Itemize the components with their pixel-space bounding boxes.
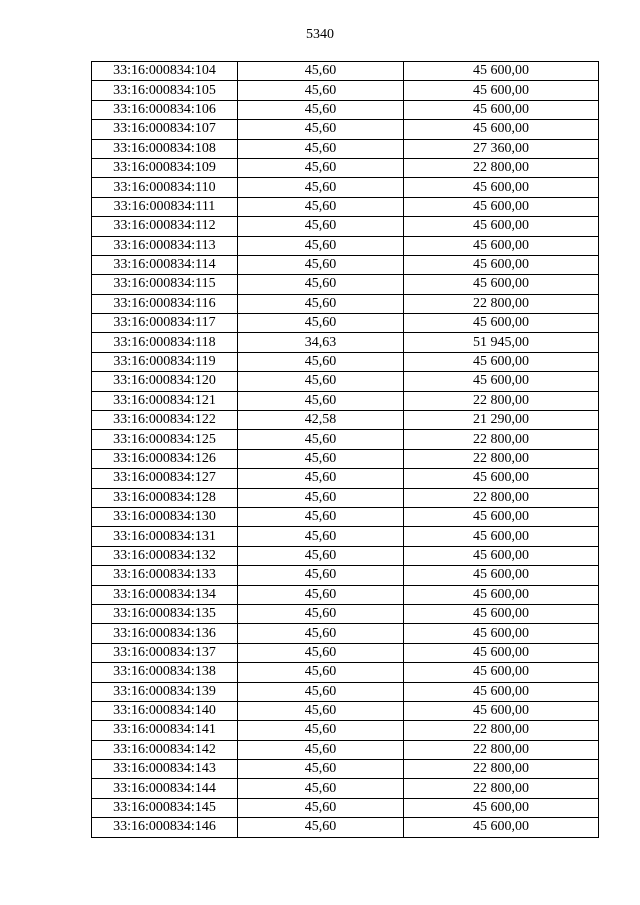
- cadastral-number-cell: 33:16:000834:138: [92, 663, 238, 682]
- area-cell: 45,60: [238, 158, 404, 177]
- area-cell: 45,60: [238, 682, 404, 701]
- cadastral-number-cell: 33:16:000834:114: [92, 255, 238, 274]
- table-row: [92, 314, 599, 333]
- cadastral-number-cell: 33:16:000834:118: [92, 333, 238, 352]
- table-row: [92, 275, 599, 294]
- area-cell: 45,60: [238, 663, 404, 682]
- cadastral-number-cell: 33:16:000834:145: [92, 798, 238, 817]
- table-row: [92, 798, 599, 817]
- area-cell: 45,60: [238, 798, 404, 817]
- cadastral-number-cell: 33:16:000834:140: [92, 701, 238, 720]
- table-row: [92, 546, 599, 565]
- table-row: [92, 566, 599, 585]
- table-row: [92, 721, 599, 740]
- amount-cell: 21 290,00: [404, 411, 599, 430]
- table-row: [92, 197, 599, 216]
- cadastral-number-cell: 33:16:000834:143: [92, 760, 238, 779]
- table-row: [92, 779, 599, 798]
- area-cell: 34,63: [238, 333, 404, 352]
- cadastral-number-cell: 33:16:000834:128: [92, 488, 238, 507]
- table-row: [92, 178, 599, 197]
- table-row: [92, 527, 599, 546]
- area-cell: 45,60: [238, 294, 404, 313]
- cadastral-number-cell: 33:16:000834:108: [92, 139, 238, 158]
- table-row: [92, 585, 599, 604]
- area-cell: 45,60: [238, 779, 404, 798]
- cadastral-number-cell: 33:16:000834:105: [92, 81, 238, 100]
- cadastral-number-cell: 33:16:000834:133: [92, 566, 238, 585]
- amount-cell: 45 600,00: [404, 197, 599, 216]
- area-cell: 45,60: [238, 721, 404, 740]
- amount-cell: 45 600,00: [404, 624, 599, 643]
- table-row: [92, 158, 599, 177]
- table-row: [92, 701, 599, 720]
- area-cell: 45,60: [238, 352, 404, 371]
- area-cell: 45,60: [238, 469, 404, 488]
- area-cell: 45,60: [238, 624, 404, 643]
- data-table: [91, 61, 599, 838]
- area-cell: 45,60: [238, 275, 404, 294]
- cadastral-number-cell: 33:16:000834:104: [92, 62, 238, 81]
- amount-cell: 22 800,00: [404, 760, 599, 779]
- cadastral-number-cell: 33:16:000834:126: [92, 449, 238, 468]
- table-row: [92, 255, 599, 274]
- area-cell: 45,60: [238, 430, 404, 449]
- cadastral-number-cell: 33:16:000834:107: [92, 120, 238, 139]
- cadastral-number-cell: 33:16:000834:144: [92, 779, 238, 798]
- area-cell: 45,60: [238, 81, 404, 100]
- table-row: [92, 62, 599, 81]
- area-cell: 45,60: [238, 643, 404, 662]
- amount-cell: 45 600,00: [404, 62, 599, 81]
- amount-cell: 45 600,00: [404, 314, 599, 333]
- area-cell: 45,60: [238, 701, 404, 720]
- area-cell: 45,60: [238, 604, 404, 623]
- area-cell: 45,60: [238, 488, 404, 507]
- cadastral-number-cell: 33:16:000834:116: [92, 294, 238, 313]
- amount-cell: 45 600,00: [404, 217, 599, 236]
- area-cell: 45,60: [238, 818, 404, 837]
- area-cell: 45,60: [238, 546, 404, 565]
- table-row: [92, 760, 599, 779]
- table-row: [92, 333, 599, 352]
- table-row: [92, 663, 599, 682]
- cadastral-number-cell: 33:16:000834:112: [92, 217, 238, 236]
- table-row: [92, 391, 599, 410]
- table-row: [92, 507, 599, 526]
- page-number: 5340: [306, 27, 334, 42]
- amount-cell: 45 600,00: [404, 100, 599, 119]
- area-cell: 45,60: [238, 740, 404, 759]
- table-row: [92, 682, 599, 701]
- amount-cell: 45 600,00: [404, 701, 599, 720]
- amount-cell: 45 600,00: [404, 236, 599, 255]
- cadastral-number-cell: 33:16:000834:119: [92, 352, 238, 371]
- cadastral-number-cell: 33:16:000834:115: [92, 275, 238, 294]
- amount-cell: 22 800,00: [404, 779, 599, 798]
- cadastral-number-cell: 33:16:000834:106: [92, 100, 238, 119]
- amount-cell: 45 600,00: [404, 818, 599, 837]
- table-row: [92, 100, 599, 119]
- cadastral-number-cell: 33:16:000834:134: [92, 585, 238, 604]
- table-row: [92, 740, 599, 759]
- table-row: [92, 139, 599, 158]
- cadastral-number-cell: 33:16:000834:109: [92, 158, 238, 177]
- cadastral-number-cell: 33:16:000834:122: [92, 411, 238, 430]
- cadastral-number-cell: 33:16:000834:127: [92, 469, 238, 488]
- area-cell: 45,60: [238, 760, 404, 779]
- area-cell: 45,60: [238, 197, 404, 216]
- table-row: [92, 372, 599, 391]
- cadastral-number-cell: 33:16:000834:113: [92, 236, 238, 255]
- table-row: [92, 81, 599, 100]
- cadastral-number-cell: 33:16:000834:146: [92, 818, 238, 837]
- amount-cell: 22 800,00: [404, 488, 599, 507]
- amount-cell: 45 600,00: [404, 566, 599, 585]
- area-cell: 45,60: [238, 120, 404, 139]
- area-cell: 45,60: [238, 62, 404, 81]
- amount-cell: 45 600,00: [404, 469, 599, 488]
- amount-cell: 45 600,00: [404, 352, 599, 371]
- amount-cell: 45 600,00: [404, 255, 599, 274]
- amount-cell: 45 600,00: [404, 275, 599, 294]
- cadastral-number-cell: 33:16:000834:121: [92, 391, 238, 410]
- area-cell: 45,60: [238, 507, 404, 526]
- area-cell: 42,58: [238, 411, 404, 430]
- table-row: [92, 604, 599, 623]
- cadastral-number-cell: 33:16:000834:117: [92, 314, 238, 333]
- area-cell: 45,60: [238, 566, 404, 585]
- amount-cell: 45 600,00: [404, 120, 599, 139]
- table-row: [92, 643, 599, 662]
- area-cell: 45,60: [238, 314, 404, 333]
- area-cell: 45,60: [238, 449, 404, 468]
- amount-cell: 22 800,00: [404, 158, 599, 177]
- table-row: [92, 411, 599, 430]
- amount-cell: 27 360,00: [404, 139, 599, 158]
- cadastral-number-cell: 33:16:000834:120: [92, 372, 238, 391]
- cadastral-number-cell: 33:16:000834:135: [92, 604, 238, 623]
- amount-cell: 45 600,00: [404, 178, 599, 197]
- area-cell: 45,60: [238, 372, 404, 391]
- area-cell: 45,60: [238, 527, 404, 546]
- amount-cell: 22 800,00: [404, 740, 599, 759]
- cadastral-number-cell: 33:16:000834:141: [92, 721, 238, 740]
- table-row: [92, 236, 599, 255]
- area-cell: 45,60: [238, 217, 404, 236]
- amount-cell: 51 945,00: [404, 333, 599, 352]
- amount-cell: 22 800,00: [404, 721, 599, 740]
- amount-cell: 45 600,00: [404, 507, 599, 526]
- table-body: [92, 62, 599, 838]
- area-cell: 45,60: [238, 585, 404, 604]
- cadastral-number-cell: 33:16:000834:131: [92, 527, 238, 546]
- table-row: [92, 352, 599, 371]
- amount-cell: 22 800,00: [404, 430, 599, 449]
- amount-cell: 45 600,00: [404, 527, 599, 546]
- area-cell: 45,60: [238, 391, 404, 410]
- cadastral-number-cell: 33:16:000834:110: [92, 178, 238, 197]
- table-row: [92, 488, 599, 507]
- amount-cell: 45 600,00: [404, 585, 599, 604]
- cadastral-number-cell: 33:16:000834:111: [92, 197, 238, 216]
- cadastral-number-cell: 33:16:000834:130: [92, 507, 238, 526]
- table-row: [92, 430, 599, 449]
- table-row: [92, 449, 599, 468]
- amount-cell: 45 600,00: [404, 546, 599, 565]
- table-row: [92, 294, 599, 313]
- table-row: [92, 469, 599, 488]
- cadastral-number-cell: 33:16:000834:139: [92, 682, 238, 701]
- table-row: [92, 120, 599, 139]
- cadastral-number-cell: 33:16:000834:142: [92, 740, 238, 759]
- amount-cell: 45 600,00: [404, 682, 599, 701]
- cadastral-number-cell: 33:16:000834:136: [92, 624, 238, 643]
- amount-cell: 22 800,00: [404, 449, 599, 468]
- table-row: [92, 818, 599, 837]
- amount-cell: 45 600,00: [404, 643, 599, 662]
- table-row: [92, 217, 599, 236]
- amount-cell: 45 600,00: [404, 372, 599, 391]
- area-cell: 45,60: [238, 236, 404, 255]
- table-row: [92, 624, 599, 643]
- amount-cell: 22 800,00: [404, 391, 599, 410]
- amount-cell: 45 600,00: [404, 81, 599, 100]
- cadastral-number-cell: 33:16:000834:137: [92, 643, 238, 662]
- amount-cell: 45 600,00: [404, 663, 599, 682]
- amount-cell: 45 600,00: [404, 604, 599, 623]
- area-cell: 45,60: [238, 100, 404, 119]
- amount-cell: 22 800,00: [404, 294, 599, 313]
- cadastral-number-cell: 33:16:000834:125: [92, 430, 238, 449]
- amount-cell: 45 600,00: [404, 798, 599, 817]
- area-cell: 45,60: [238, 255, 404, 274]
- area-cell: 45,60: [238, 178, 404, 197]
- cadastral-number-cell: 33:16:000834:132: [92, 546, 238, 565]
- area-cell: 45,60: [238, 139, 404, 158]
